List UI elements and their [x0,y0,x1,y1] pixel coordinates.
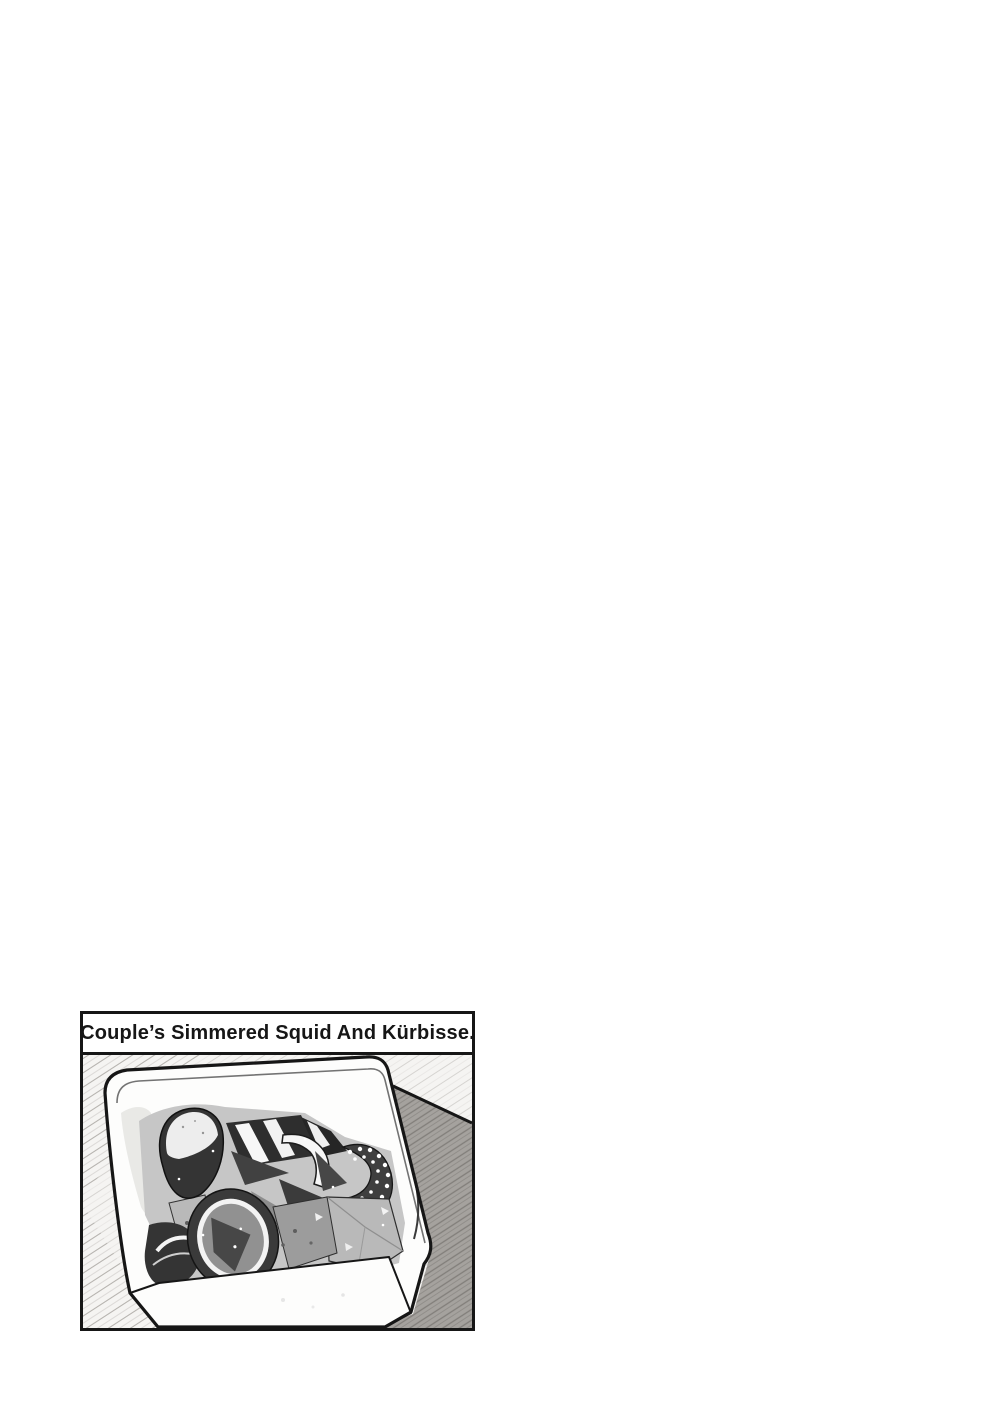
caption-text: Couple’s Simmered Squid And Kürbisse. [80,1021,475,1044]
bowl-illustration [83,1055,472,1328]
comic-panel [80,1011,475,1331]
caption-bar [80,1014,475,1055]
